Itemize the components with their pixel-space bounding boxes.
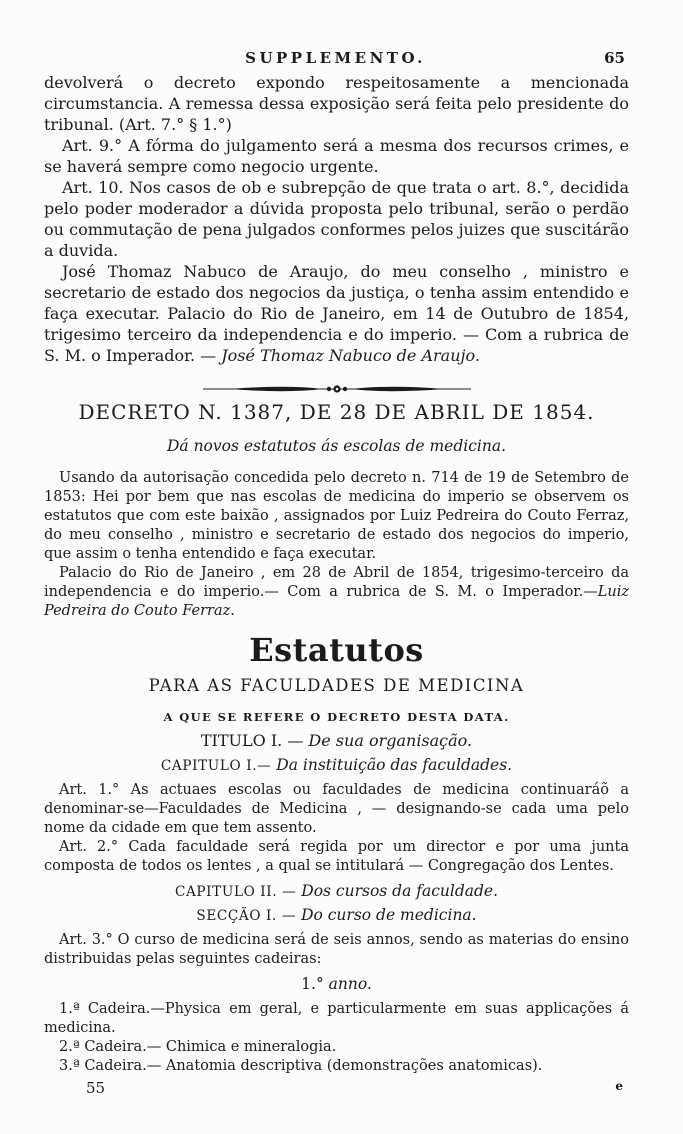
capitulo-1-line: [44, 756, 629, 774]
text-run: José Thomaz Nabuco de Araujo.: [221, 346, 480, 365]
text-run: Palacio do Rio de Janeiro , em 28 de Abril de 1854, trigesimo-terceiro da independencia e do imperio.— Com a rubrica de S. M. o Imperador.—: [44, 565, 629, 600]
statutes-subtitle: [44, 676, 629, 695]
decree-subtitle: [44, 437, 629, 455]
text-run: anno.: [328, 975, 372, 993]
ornament-divider-icon: [201, 383, 473, 395]
cadeira-1-paragraph: [44, 1000, 629, 1038]
seccao-1-line: [44, 906, 629, 924]
text-run: 2.ª Cadeira.— Chimica e mineralogia.: [59, 1039, 337, 1055]
year-1-line: [44, 975, 629, 993]
text-run: José Thomaz Nabuco de Araujo, do meu conselho , ministro e secretario de estado dos negocios da justiça, o tenha assim entendido e faça executar. Palacio do Rio de Janeiro, em 14 de Outubro de 1854, trigesimo terceiro da independencia e do imperio. — Com a rubrica de S. M. o Imperador. —: [44, 262, 629, 365]
cadeira-3-paragraph: [44, 1057, 629, 1076]
decree-heading: [44, 400, 629, 424]
text-run: Do curso de medicina.: [301, 906, 477, 924]
statutes-title: [44, 631, 629, 669]
text-run: Dá novos estatutos ás escolas de medicina.: [166, 437, 507, 455]
text-run: 3.ª Cadeira.— Anatomia descriptiva (demonstrações anatomicas).: [59, 1058, 543, 1074]
text-run: DECRETO N. 1387, DE 28 DE ABRIL DE 1854.: [78, 400, 595, 424]
article-2-paragraph: [44, 838, 629, 876]
running-title: SUPPLEMENTO.: [245, 49, 426, 67]
continuation-paragraph: [44, 72, 629, 135]
text-run: CAPITULO I.—: [160, 758, 277, 774]
text-run: De sua organisação.: [308, 731, 473, 750]
statutes-reference: [44, 710, 629, 724]
titulo-1-line: [44, 731, 629, 750]
document-blocks: [44, 72, 629, 1076]
page-header: [44, 49, 627, 69]
text-run: Estatutos: [249, 631, 424, 669]
preamble-paragraph: [44, 469, 629, 564]
text-run: PARA AS FACULDADES DE MEDICINA: [148, 676, 525, 695]
closing-paragraph: [44, 261, 629, 366]
text-run: CAPITULO II. —: [174, 884, 302, 900]
page-number: 65: [604, 49, 625, 67]
text-run: 1.ª Cadeira.—Physica em geral, e particularmente em suas applicações á medicina.: [44, 1001, 629, 1036]
catchword: e: [615, 1079, 623, 1093]
palace-paragraph: [44, 564, 629, 621]
document-body: [44, 72, 629, 1097]
text-run: Luiz Pedreira do Couto Ferraz.: [44, 584, 629, 619]
text-run: devolverá o decreto expondo respeitosamente a mencionada circumstancia. A remessa dessa exposição será feita pelo presidente do tribunal. (Art. 7.° § 1.°): [44, 73, 629, 134]
text-run: Art. 1.° As actuaes escolas ou faculdades de medicina continuaráõ a denominar-se—Faculdades de Medicina , — designando-se cada uma pelo nome da cidade em que tem assento.: [44, 782, 629, 836]
text-run: Da instituição das faculdades.: [276, 756, 513, 774]
text-run: Usando da autorisação concedida pelo decreto n. 714 de 19 de Setembro de 1853: Hei por bem que nas escolas de medicina do imperio se observem os estatutos que com este baixão , assignados por Luiz Pedreira do Couto Ferraz, do meu conselho , ministro e secretario de estado dos negocios do imperio, que assim o tenha entendido e faça executar.: [44, 470, 629, 562]
article-1-paragraph: [44, 781, 629, 838]
text-run: TITULO I. —: [200, 731, 309, 750]
article-9-paragraph: [44, 135, 629, 177]
page-footer: [44, 1079, 629, 1097]
text-run: Art. 3.° O curso de medicina será de seis annos, sendo as materias do ensino distribuidas pelas seguintes cadeiras:: [44, 932, 629, 967]
cadeira-2-paragraph: [44, 1038, 629, 1057]
text-run: Dos cursos da faculdade.: [301, 882, 499, 900]
article-10-paragraph: [44, 177, 629, 261]
text-run: Art. 10. Nos casos de ob e subrepção de que trata o art. 8.°, decidida pelo poder moderador a dúvida proposta pelo tribunal, serão o perdão ou commutação de pena julgados conformes pelos juizes que suscitárão a duvida.: [44, 178, 629, 260]
capitulo-2-line: [44, 882, 629, 900]
text-run: Art. 2.° Cada faculdade será regida por um director e por uma junta composta de todos os lentes , a qual se intitulará — Congregação dos Lentes.: [44, 839, 629, 874]
text-run: 1.°: [301, 975, 329, 993]
text-run: SECÇÃO I. —: [196, 908, 302, 924]
text-run: Art. 9.° A fórma do julgamento será a mesma dos recursos crimes, e se haverá sempre como negocio urgente.: [44, 136, 629, 176]
text-run: A QUE SE REFERE O DECRETO DESTA DATA.: [163, 710, 510, 724]
article-3-paragraph: [44, 931, 629, 969]
signature-mark: 55: [86, 1079, 106, 1097]
ornament-divider: [201, 380, 473, 392]
